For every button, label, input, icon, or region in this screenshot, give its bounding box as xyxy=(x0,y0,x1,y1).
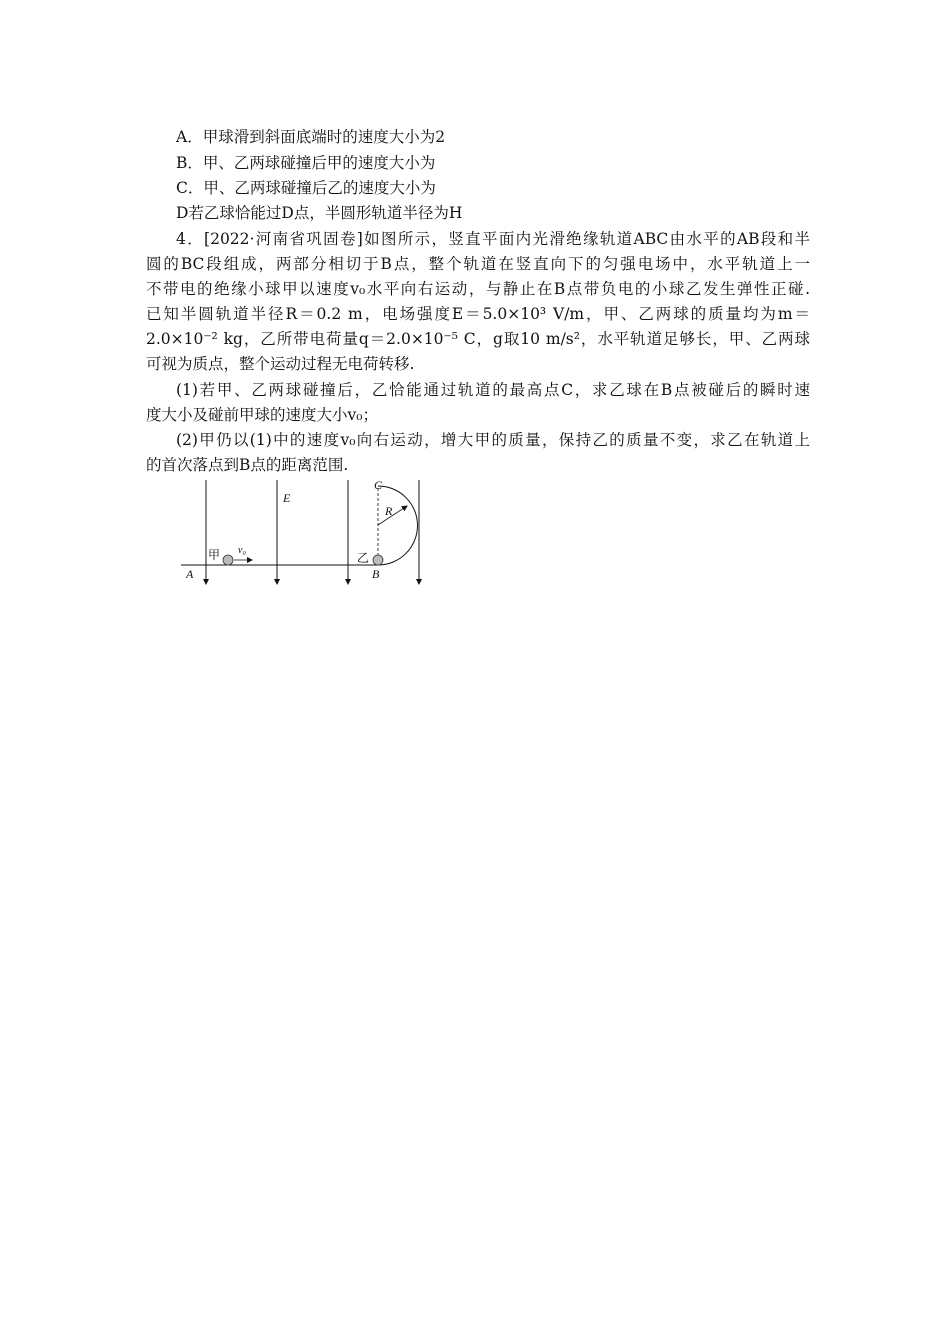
label-e: E xyxy=(283,491,291,505)
option-a: A．甲球滑到斜面底端时的速度大小为2 xyxy=(176,128,446,146)
label-jia: 甲 xyxy=(208,548,221,562)
ball-yi xyxy=(373,555,383,565)
problem-line-6: 可视为质点，整个运动过程无电荷转移. xyxy=(146,355,415,373)
radius-arrow xyxy=(378,506,407,525)
ball-jia xyxy=(223,555,233,565)
track-diagram xyxy=(176,476,436,588)
label-yi: 乙 xyxy=(357,551,370,565)
option-b: B．甲、乙两球碰撞后甲的速度大小为 xyxy=(176,154,436,172)
label-r: R xyxy=(385,504,393,518)
problem-line-4: 已知半圆轨道半径R＝0.2 m，电场强度E＝5.0×10³ V/m，甲、乙两球的质量均为m＝ xyxy=(146,305,810,323)
semicircle-track-bc xyxy=(378,486,418,565)
label-a: A xyxy=(186,567,194,581)
label-v0: v₀ xyxy=(238,545,246,556)
option-d: D若乙球恰能过D点，半圆形轨道半径为H xyxy=(176,204,463,222)
subquestion-2-line-1: (2)甲仍以(1)中的速度v₀向右运动，增大甲的质量，保持乙的质量不变，求乙在轨道上 xyxy=(176,431,810,449)
label-b: B xyxy=(372,567,380,581)
subquestion-2-line-2: 的首次落点到B点的距离范围. xyxy=(146,456,349,474)
problem-line-3: 不带电的绝缘小球甲以速度v₀水平向右运动，与静止在B点带负电的小球乙发生弹性正碰. xyxy=(146,280,810,298)
problem-line-2: 圆的BC段组成，两部分相切于B点，整个轨道在竖直向下的匀强电场中，水平轨道上一 xyxy=(146,255,810,273)
subquestion-1-line-1: (1)若甲、乙两球碰撞后，乙恰能通过轨道的最高点C，求乙球在B点被碰后的瞬时速 xyxy=(176,381,810,399)
problem-line-1: 4．[2022·河南省巩固卷]如图所示，竖直平面内光滑绝缘轨道ABC由水平的AB段和半 xyxy=(176,230,810,248)
label-c: C xyxy=(374,478,383,492)
option-c: C．甲、乙两球碰撞后乙的速度大小为 xyxy=(176,179,436,197)
subquestion-1-line-2: 度大小及碰前甲球的速度大小v₀； xyxy=(146,406,378,424)
problem-line-5: 2.0×10⁻² kg，乙所带电荷量q＝2.0×10⁻⁵ C，g取10 m/s²，水平轨道足够长，甲、乙两球 xyxy=(146,330,810,348)
